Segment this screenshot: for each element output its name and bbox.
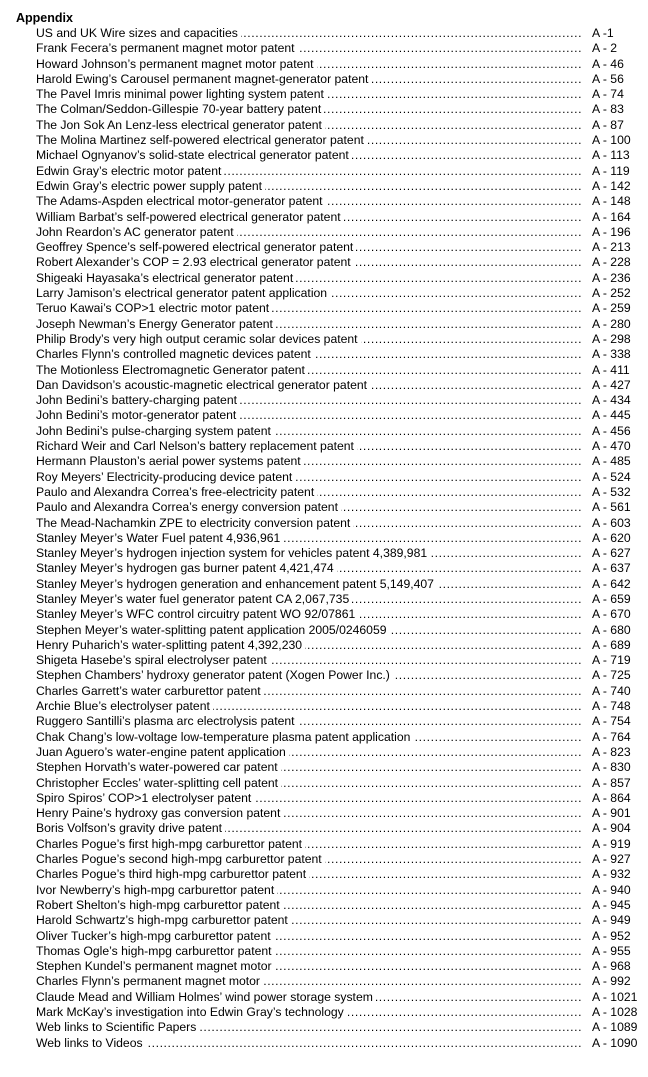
dot-leader bbox=[36, 408, 582, 423]
dot-leader bbox=[36, 990, 582, 1005]
toc-entry-title: Frank Fecera’s permanent magnet motor patent bbox=[36, 41, 298, 55]
toc-entry-page: A - 119 bbox=[592, 163, 630, 178]
toc-entry-page: A - 1021 bbox=[592, 989, 638, 1004]
toc-entry-page: A - 945 bbox=[592, 897, 631, 912]
toc-entry bbox=[36, 225, 642, 240]
toc-entry-title: Stanley Meyer’s hydrogen injection system for vehicles patent 4,389,981 bbox=[36, 546, 430, 560]
dot-leader bbox=[36, 944, 582, 959]
toc-entry-page: A - 904 bbox=[592, 821, 631, 836]
dot-leader bbox=[36, 837, 582, 852]
toc-entry bbox=[36, 913, 642, 928]
toc-entry bbox=[36, 26, 642, 41]
toc-entry-title: Charles Flynn’s permanent magnet motor bbox=[36, 974, 263, 988]
dot-leader bbox=[36, 791, 582, 806]
toc-entry-title: Larry Jamison’s electrical generator patent application bbox=[36, 286, 330, 300]
toc-entry bbox=[36, 439, 642, 454]
toc-entry-title: Henry Paine’s hydroxy gas conversion patent bbox=[36, 806, 283, 820]
toc-entry-title: Charles Pogue’s third high-mpg carburettor patent bbox=[36, 867, 309, 881]
toc-entry-page: A - 56 bbox=[592, 71, 624, 86]
dot-leader bbox=[36, 470, 582, 485]
dot-leader bbox=[36, 363, 582, 378]
toc-entry bbox=[36, 118, 642, 133]
dot-leader bbox=[36, 240, 582, 255]
dot-leader bbox=[36, 424, 582, 439]
toc-entry-page: A - 689 bbox=[592, 637, 631, 652]
toc-entry bbox=[36, 837, 642, 852]
toc-entry-title: Boris Volfson’s gravity drive patent bbox=[36, 821, 225, 835]
toc-entry-title: Charles Pogue’s second high-mpg carburettor patent bbox=[36, 852, 325, 866]
dot-leader bbox=[36, 516, 582, 531]
dot-leader bbox=[36, 577, 582, 592]
dot-leader bbox=[36, 118, 582, 133]
dot-leader bbox=[36, 776, 582, 791]
dot-leader bbox=[36, 1036, 582, 1051]
toc-entry-title: Ivor Newberry’s high-mpg carburettor patent bbox=[36, 883, 277, 897]
dot-leader bbox=[36, 760, 582, 775]
toc-entry-page: A - 968 bbox=[592, 959, 631, 974]
toc-entry bbox=[36, 347, 642, 362]
toc-entry-title: Thomas Ogle’s high-mpg carburettor patent bbox=[36, 944, 275, 958]
dot-leader bbox=[36, 929, 582, 944]
dot-leader bbox=[36, 41, 582, 56]
toc-entry-title: John Bedini’s motor-generator patent bbox=[36, 408, 239, 422]
dot-leader bbox=[36, 393, 582, 408]
dot-leader bbox=[36, 439, 582, 454]
toc-entry-page: A - 992 bbox=[592, 974, 631, 989]
toc-entry-page: A - 680 bbox=[592, 622, 631, 637]
dot-leader bbox=[36, 684, 582, 699]
dot-leader bbox=[36, 332, 582, 347]
toc-entry bbox=[36, 332, 642, 347]
toc-entry bbox=[36, 179, 642, 194]
toc-entry-title: Philip Brody’s very high output ceramic solar devices patent bbox=[36, 332, 361, 346]
toc-entry-page: A - 236 bbox=[592, 270, 631, 285]
dot-leader bbox=[36, 867, 582, 882]
toc-entry-page: A - 748 bbox=[592, 699, 631, 714]
toc-entry-title: The Pavel Imris minimal power lighting system patent bbox=[36, 87, 327, 101]
toc-entry-title: Howard Johnson’s permanent magnet motor patent bbox=[36, 57, 317, 71]
toc-entry bbox=[36, 148, 642, 163]
toc-entry-page: A - 228 bbox=[592, 255, 631, 270]
toc-entry-title: Geoffrey Spence’s self-powered electrical generator patent bbox=[36, 240, 356, 254]
toc-entry-page: A - 740 bbox=[592, 683, 631, 698]
toc-entry-page: A - 764 bbox=[592, 729, 631, 744]
dot-leader bbox=[36, 974, 582, 989]
toc-entry bbox=[36, 974, 642, 989]
toc-entry-title: Stephen Horvath’s water-powered car patent bbox=[36, 760, 281, 774]
toc-entry bbox=[36, 531, 642, 546]
toc-entry bbox=[36, 424, 642, 439]
toc-entry bbox=[36, 607, 642, 622]
table-of-contents bbox=[36, 26, 642, 1051]
toc-entry-page: A - 927 bbox=[592, 852, 631, 867]
toc-entry-page: A - 470 bbox=[592, 439, 631, 454]
toc-entry bbox=[36, 317, 642, 332]
toc-entry-page: A - 670 bbox=[592, 607, 631, 622]
toc-entry-title: Michael Ognyanov’s solid-state electrical generator patent bbox=[36, 148, 352, 162]
toc-entry-title: Edwin Gray’s electric motor patent bbox=[36, 164, 224, 178]
toc-entry-title: The Jon Sok An Lenz-less electrical generator patent bbox=[36, 118, 325, 132]
toc-entry-title: Shigeaki Hayasaka’s electrical generator patent bbox=[36, 271, 296, 285]
toc-entry bbox=[36, 210, 642, 225]
toc-entry-page: A - 2 bbox=[592, 41, 618, 56]
toc-entry bbox=[36, 959, 642, 974]
dot-leader bbox=[36, 225, 582, 240]
toc-entry bbox=[36, 592, 642, 607]
dot-leader bbox=[36, 561, 582, 576]
toc-entry-page: A - 445 bbox=[592, 408, 631, 423]
dot-leader bbox=[36, 852, 582, 867]
dot-leader bbox=[36, 485, 582, 500]
dot-leader bbox=[36, 668, 582, 683]
toc-entry bbox=[36, 883, 642, 898]
dot-leader bbox=[36, 913, 582, 928]
dot-leader bbox=[36, 271, 582, 286]
toc-entry-title: Dan Davidson’s acoustic-magnetic electrical generator patent bbox=[36, 378, 370, 392]
toc-entry-title: Stanley Meyer’s water fuel generator patent CA 2,067,735 bbox=[36, 592, 352, 606]
toc-entry-title: Joseph Newman’s Energy Generator patent bbox=[36, 317, 276, 331]
dot-leader bbox=[36, 500, 582, 515]
dot-leader bbox=[36, 454, 582, 469]
dot-leader bbox=[36, 102, 582, 117]
dot-leader bbox=[36, 898, 582, 913]
dot-leader bbox=[36, 347, 582, 362]
toc-entry-page: A - 196 bbox=[592, 224, 631, 239]
toc-entry bbox=[36, 454, 642, 469]
toc-entry-page: A - 113 bbox=[592, 148, 630, 163]
toc-entry bbox=[36, 638, 642, 653]
toc-entry bbox=[36, 944, 642, 959]
toc-entry-title: Hermann Plauston’s aerial power systems patent bbox=[36, 454, 304, 468]
toc-entry-title: Mark McKay’s investigation into Edwin Gray’s technology bbox=[36, 1005, 347, 1019]
toc-entry bbox=[36, 500, 642, 515]
toc-entry-page: A - 754 bbox=[592, 714, 631, 729]
toc-entry-page: A - 659 bbox=[592, 591, 631, 606]
dot-leader bbox=[36, 133, 582, 148]
dot-leader bbox=[36, 255, 582, 270]
toc-entry bbox=[36, 577, 642, 592]
toc-entry bbox=[36, 806, 642, 821]
toc-entry-page: A - 857 bbox=[592, 775, 631, 790]
toc-entry bbox=[36, 87, 642, 102]
toc-entry bbox=[36, 1005, 642, 1020]
toc-entry-title: Stanley Meyer’s hydrogen gas burner patent 4,421,474 bbox=[36, 561, 337, 575]
toc-entry-page: A - 164 bbox=[592, 209, 631, 224]
toc-entry-title: Harold Schwartz’s high-mpg carburettor patent bbox=[36, 913, 291, 927]
toc-entry bbox=[36, 363, 642, 378]
toc-entry bbox=[36, 821, 642, 836]
toc-entry-title: John Bedini’s pulse-charging system patent bbox=[36, 424, 274, 438]
toc-entry-title: William Barbat’s self-powered electrical generator patent bbox=[36, 210, 344, 224]
toc-entry bbox=[36, 194, 642, 209]
dot-leader bbox=[36, 531, 582, 546]
toc-entry-page: A - 901 bbox=[592, 806, 631, 821]
toc-entry-title: The Motionless Electromagnetic Generator patent bbox=[36, 363, 308, 377]
toc-entry-page: A - 830 bbox=[592, 760, 631, 775]
toc-entry-page: A - 1090 bbox=[592, 1035, 638, 1050]
toc-entry bbox=[36, 760, 642, 775]
toc-entry-page: A - 642 bbox=[592, 576, 631, 591]
dot-leader bbox=[36, 148, 582, 163]
dot-leader bbox=[36, 592, 582, 607]
toc-entry bbox=[36, 1036, 642, 1051]
toc-entry bbox=[36, 57, 642, 72]
toc-entry-title: The Colman/Seddon-Gillespie 70-year battery patent bbox=[36, 102, 324, 116]
toc-entry bbox=[36, 714, 642, 729]
toc-entry-title: Christopher Eccles’ water-splitting cell patent bbox=[36, 776, 281, 790]
toc-entry-title: US and UK Wire sizes and capacities bbox=[36, 26, 241, 40]
toc-entry-title: Stanley Meyer’s hydrogen generation and enhancement patent 5,149,407 bbox=[36, 577, 437, 591]
toc-entry-page: A - 213 bbox=[592, 240, 631, 255]
toc-entry bbox=[36, 41, 642, 56]
toc-entry bbox=[36, 102, 642, 117]
toc-entry-title: Robert Shelton’s high-mpg carburettor patent bbox=[36, 898, 283, 912]
toc-entry-title: Paulo and Alexandra Correa’s free-electricity patent bbox=[36, 485, 317, 499]
toc-entry bbox=[36, 408, 642, 423]
toc-entry bbox=[36, 271, 642, 286]
toc-entry-title: Stanley Meyer’s Water Fuel patent 4,936,961 bbox=[36, 531, 283, 545]
toc-entry-page: A - 427 bbox=[592, 377, 631, 392]
dot-leader bbox=[36, 699, 582, 714]
toc-entry bbox=[36, 133, 642, 148]
toc-entry-title: Henry Puharich’s water-splitting patent 4,392,230 bbox=[36, 638, 305, 652]
toc-entry-page: A - 252 bbox=[592, 286, 631, 301]
toc-entry-page: A -1 bbox=[592, 26, 614, 40]
toc-entry bbox=[36, 72, 642, 87]
toc-entry-page: A - 46 bbox=[592, 56, 624, 71]
toc-entry bbox=[36, 653, 642, 668]
toc-entry-title: Paulo and Alexandra Correa’s energy conversion patent bbox=[36, 500, 341, 514]
toc-entry-page: A - 940 bbox=[592, 882, 631, 897]
toc-entry bbox=[36, 898, 642, 913]
toc-entry bbox=[36, 852, 642, 867]
toc-entry-title: Stephen Chambers’ hydroxy generator patent (Xogen Power Inc.) bbox=[36, 668, 393, 682]
dot-leader bbox=[36, 1020, 582, 1035]
toc-entry-page: A - 338 bbox=[592, 347, 631, 362]
dot-leader bbox=[36, 806, 582, 821]
toc-entry-page: A - 725 bbox=[592, 668, 631, 683]
toc-entry-title: Stephen Meyer’s water-splitting patent application 2005/0246059 bbox=[36, 623, 390, 637]
toc-entry-page: A - 74 bbox=[592, 87, 624, 102]
toc-entry-title: Charles Flynn’s controlled magnetic devices patent bbox=[36, 347, 314, 361]
toc-entry-page: A - 823 bbox=[592, 744, 631, 759]
dot-leader bbox=[36, 179, 582, 194]
toc-entry bbox=[36, 623, 642, 638]
toc-entry-title: The Mead-Nachamkin ZPE to electricity conversion patent bbox=[36, 516, 353, 530]
toc-entry-page: A - 949 bbox=[592, 913, 631, 928]
toc-entry-title: The Adams-Aspden electrical motor-generator patent bbox=[36, 194, 326, 208]
toc-entry-title: Shigeta Hasebe’s spiral electrolyser patent bbox=[36, 653, 270, 667]
dot-leader bbox=[36, 210, 582, 225]
toc-entry-page: A - 561 bbox=[592, 500, 631, 515]
dot-leader bbox=[36, 301, 582, 316]
dot-leader bbox=[36, 87, 582, 102]
toc-entry-page: A - 259 bbox=[592, 301, 631, 316]
toc-entry-title: Web links to Videos bbox=[36, 1036, 146, 1050]
dot-leader bbox=[36, 730, 582, 745]
dot-leader bbox=[36, 821, 582, 836]
toc-entry bbox=[36, 378, 642, 393]
toc-entry-page: A - 100 bbox=[592, 133, 631, 148]
toc-entry-title: Juan Aguero’s water-engine patent application bbox=[36, 745, 289, 759]
toc-entry bbox=[36, 699, 642, 714]
dot-leader bbox=[36, 1005, 582, 1020]
toc-entry-page: A - 1028 bbox=[592, 1005, 638, 1019]
toc-entry bbox=[36, 561, 642, 576]
toc-entry-page: A - 952 bbox=[592, 928, 631, 943]
dot-leader bbox=[36, 546, 582, 561]
appendix-heading: Appendix bbox=[16, 11, 73, 25]
toc-entry-page: A - 955 bbox=[592, 943, 631, 958]
toc-entry-page: A - 1089 bbox=[592, 1020, 638, 1035]
dot-leader bbox=[36, 57, 582, 72]
toc-entry bbox=[36, 546, 642, 561]
toc-entry-page: A - 298 bbox=[592, 331, 631, 346]
toc-entry-page: A - 280 bbox=[592, 316, 631, 331]
toc-entry-title: Roy Meyers’ Electricity-producing device patent bbox=[36, 470, 295, 484]
toc-entry-title: John Bedini’s battery-charging patent bbox=[36, 393, 240, 407]
toc-entry-title: Stanley Meyer’s WFC control circuitry patent WO 92/07861 bbox=[36, 607, 358, 621]
toc-entry-page: A - 864 bbox=[592, 790, 631, 805]
toc-entry bbox=[36, 990, 642, 1005]
toc-entry bbox=[36, 668, 642, 683]
toc-entry-title: Archie Blue’s electrolyser patent bbox=[36, 699, 213, 713]
toc-entry-page: A - 142 bbox=[592, 178, 631, 193]
dot-leader bbox=[36, 286, 582, 301]
toc-entry-title: Stephen Kundel’s permanent magnet motor bbox=[36, 959, 275, 973]
toc-entry-title: Robert Alexander’s COP = 2.93 electrical generator patent bbox=[36, 255, 354, 269]
toc-entry bbox=[36, 516, 642, 531]
toc-entry-page: A - 456 bbox=[592, 423, 631, 438]
toc-entry-title: Chak Chang’s low-voltage low-temperature plasma patent application bbox=[36, 730, 413, 744]
toc-entry-page: A - 627 bbox=[592, 546, 631, 561]
toc-entry bbox=[36, 867, 642, 882]
toc-entry bbox=[36, 1020, 642, 1035]
toc-entry-page: A - 434 bbox=[592, 393, 631, 408]
toc-entry bbox=[36, 286, 642, 301]
toc-entry-title: Edwin Gray’s electric power supply patent bbox=[36, 179, 265, 193]
toc-entry-page: A - 87 bbox=[592, 117, 624, 132]
toc-entry bbox=[36, 730, 642, 745]
dot-leader bbox=[36, 883, 582, 898]
toc-entry-page: A - 532 bbox=[592, 484, 631, 499]
toc-entry-page: A - 637 bbox=[592, 561, 631, 576]
toc-entry-title: Spiro Spiros’ COP>1 electrolyser patent bbox=[36, 791, 254, 805]
dot-leader bbox=[36, 714, 582, 729]
toc-entry-title: The Molina Martinez self-powered electrical generator patent bbox=[36, 133, 367, 147]
toc-entry-title: Charles Garrett’s water carburettor patent bbox=[36, 684, 264, 698]
toc-entry-title: Oliver Tucker’s high-mpg carburettor patent bbox=[36, 929, 274, 943]
toc-entry-page: A - 620 bbox=[592, 530, 631, 545]
dot-leader bbox=[36, 164, 582, 179]
toc-entry-title: Charles Pogue’s first high-mpg carburettor patent bbox=[36, 837, 305, 851]
toc-entry-title: Teruo Kawai’s COP>1 electric motor patent bbox=[36, 301, 272, 315]
toc-entry bbox=[36, 929, 642, 944]
toc-entry-page: A - 148 bbox=[592, 194, 631, 209]
dot-leader bbox=[36, 638, 582, 653]
toc-entry-page: A - 719 bbox=[592, 653, 631, 668]
toc-entry bbox=[36, 745, 642, 760]
toc-entry-title: Ruggero Santilli’s plasma arc electrolysis patent bbox=[36, 714, 298, 728]
toc-entry bbox=[36, 164, 642, 179]
toc-entry bbox=[36, 255, 642, 270]
toc-entry-page: A - 485 bbox=[592, 454, 631, 469]
toc-entry-title: Web links to Scientific Papers bbox=[36, 1020, 199, 1034]
toc-entry-title: John Reardon’s AC generator patent bbox=[36, 225, 237, 239]
dot-leader bbox=[36, 623, 582, 638]
dot-leader bbox=[36, 653, 582, 668]
toc-entry bbox=[36, 240, 642, 255]
toc-entry-page: A - 919 bbox=[592, 836, 631, 851]
toc-entry-title: Richard Weir and Carl Nelson’s battery replacement patent bbox=[36, 439, 357, 453]
dot-leader bbox=[36, 378, 582, 393]
toc-entry-page: A - 524 bbox=[592, 469, 631, 484]
toc-entry-page: A - 411 bbox=[592, 362, 630, 377]
dot-leader bbox=[36, 745, 582, 760]
toc-entry-page: A - 603 bbox=[592, 515, 631, 530]
toc-entry-title: Claude Mead and William Holmes’ wind power storage system bbox=[36, 990, 376, 1004]
toc-entry bbox=[36, 776, 642, 791]
dot-leader bbox=[36, 959, 582, 974]
dot-leader bbox=[36, 194, 582, 209]
toc-entry bbox=[36, 684, 642, 699]
toc-entry bbox=[36, 301, 642, 316]
dot-leader bbox=[36, 317, 582, 332]
toc-entry bbox=[36, 470, 642, 485]
dot-leader bbox=[36, 72, 582, 87]
toc-entry bbox=[36, 791, 642, 806]
dot-leader bbox=[36, 607, 582, 622]
toc-entry-page: A - 932 bbox=[592, 867, 631, 882]
toc-entry-page: A - 83 bbox=[592, 102, 624, 117]
toc-entry bbox=[36, 393, 642, 408]
toc-entry-title: Harold Ewing’s Carousel permanent magnet-generator patent bbox=[36, 72, 371, 86]
toc-entry bbox=[36, 485, 642, 500]
dot-leader bbox=[36, 26, 582, 41]
